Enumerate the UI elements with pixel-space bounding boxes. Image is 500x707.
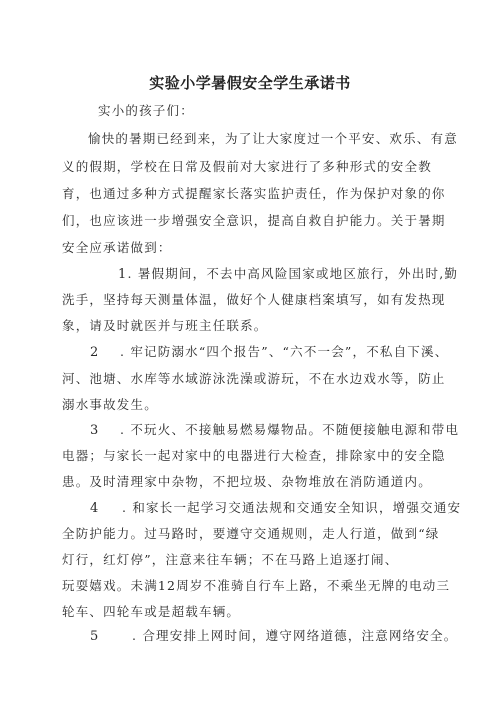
- item-4-line: 全防护能力。过马路时，要遵守交通规则，走人行道，做到“绿: [62, 526, 440, 541]
- greeting: 实小的孩子们：: [98, 103, 194, 118]
- document-title: 实验小学暑假安全学生承诺书: [149, 74, 351, 92]
- intro-line: 安全应承诺做到：: [62, 240, 172, 255]
- item-text: . 牢记防溺水“四个报告”、“六不一会”，不私自下溪、: [120, 344, 449, 359]
- intro-line: 育，也通过多种方式提醒家长落实监护责任，作为保护对象的你: [62, 186, 446, 201]
- item-4-first-line: [90, 500, 461, 517]
- item-number: 3: [90, 423, 100, 438]
- item-4-line: 玩耍嬉戏。未满12周岁不准骑自行车上路，不乘坐无牌的电动三: [62, 578, 451, 593]
- intro-line: 们，也应该进一步增强安全意识，提高自救自护能力。关于暑期: [62, 213, 446, 228]
- item-text: . 暑假期间，不去中高风险国家或地区旅行，外出时,勤: [127, 266, 459, 281]
- item-1-first-line: [118, 266, 458, 283]
- item-number: 1: [118, 267, 128, 282]
- item-5-first-line: [90, 628, 457, 645]
- item-1-line: 象，请及时就医并与班主任联系。: [62, 318, 268, 333]
- item-4-line: 灯行，红灯停”，注意来往车辆；不在马路上追逐打闹、: [62, 552, 399, 567]
- intro-line: 义的假期，学校在日常及假前对大家进行了多种形式的安全教: [62, 159, 432, 174]
- item-number: 2: [90, 345, 100, 360]
- item-2-line: 溺水事故发生。: [62, 397, 158, 412]
- item-text: . 不玩火、不接触易燃易爆物品。不随便接触电源和带电: [120, 422, 460, 437]
- item-3-first-line: [90, 422, 459, 439]
- intro-line: 愉快的暑期已经到来，为了让大家度过一个平安、欢乐、有意: [88, 131, 458, 146]
- item-text: . 和家长一起学习交通法规和交通安全知识，增强交通安: [122, 500, 462, 515]
- item-2-first-line: [90, 344, 448, 361]
- item-text: . 合理安排上网时间，遵守网络道德，注意网络安全。: [132, 628, 458, 643]
- item-4-line: 轮车、四轮车或是超载车辆。: [62, 604, 241, 619]
- item-3-line: 患。及时清理家中杂物，不把垃圾、杂物堆放在消防通道内。: [62, 474, 432, 489]
- item-number: 4: [90, 501, 100, 516]
- item-2-line: 河、池塘、水库等水域游泳洗澡或游玩，不在水边戏水等，防止: [62, 371, 446, 386]
- item-number: 5: [90, 629, 100, 644]
- item-3-line: 电器；与家长一起对家中的电器进行大检查，排除家中的安全隐: [62, 448, 446, 463]
- item-1-line: 洗手，坚持每天测量体温，做好个人健康档案填写，如有发热现: [62, 292, 446, 307]
